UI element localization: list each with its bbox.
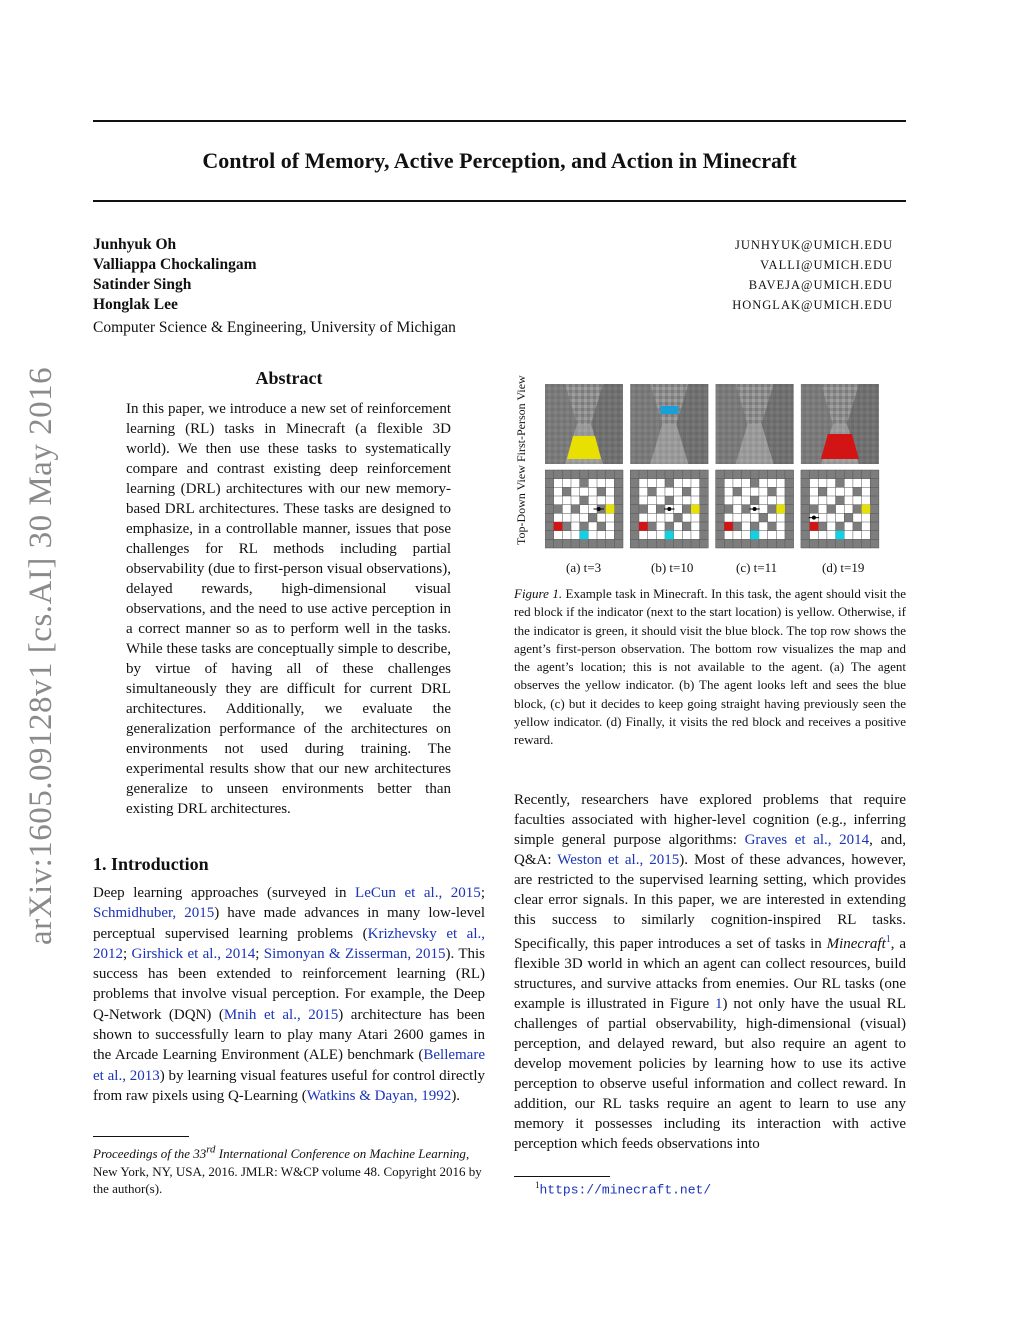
map-cell xyxy=(776,496,785,505)
author-email: JUNHYUK@UMICH.EDU xyxy=(734,238,893,252)
map-cell xyxy=(750,513,759,522)
author-name: Junhyuk Oh xyxy=(93,236,177,253)
map-blue-goal xyxy=(836,531,845,540)
map-cell xyxy=(818,479,827,488)
map-cell xyxy=(844,522,853,531)
map-cell xyxy=(827,487,836,496)
map-cell xyxy=(862,513,871,522)
map-cell xyxy=(554,487,563,496)
map-cell xyxy=(818,496,827,505)
map-cell xyxy=(606,487,615,496)
map-cell xyxy=(691,479,700,488)
minecraft-footnote: $^1$https://minecraft.net/ xyxy=(535,1180,712,1198)
map-cell xyxy=(810,479,819,488)
map-cell xyxy=(554,513,563,522)
map-cell xyxy=(674,496,683,505)
map-cell xyxy=(768,479,777,488)
map-cell xyxy=(844,479,853,488)
map-cell xyxy=(776,531,785,540)
map-cell xyxy=(742,531,751,540)
footnote-mark[interactable]: 1 xyxy=(885,934,891,945)
map-cell xyxy=(606,513,615,522)
map-indicator xyxy=(862,505,871,514)
map-cell xyxy=(827,531,836,540)
map-indicator xyxy=(776,505,785,514)
map-red-goal xyxy=(810,522,819,531)
map-cell xyxy=(810,487,819,496)
author-name: Honglak Lee xyxy=(93,296,178,313)
citation-link[interactable]: Graves et al., 2014 xyxy=(744,832,870,848)
map-cell xyxy=(580,505,589,514)
map-cell xyxy=(580,513,589,522)
map-cell xyxy=(742,522,751,531)
map-cell xyxy=(656,496,665,505)
intro-paragraph: Deep learning approaches (surveyed in LeCun et al., 2015; Schmidhuber, 2015) have made advances in many low-level perceptual supervised learning problems (Krizhevsky et al., 2012; Girshick et al., 2014; Simonyan & Zisserman, 2015). This success has been extended to reinforcement learning (RL) problems that involve visual perception. For example, the Deep Q-Network (DQN) (Mnih et al., 2015) architecture has been shown to successfully learn to play many Atari 2600 games in the Arcade Learning Environment (ALE) benchmark (Bellemare et al., 2013) by learning visual features useful for control directly from raw pixels using Q-Learning (Watkins & Dayan, 1992). xyxy=(93,885,486,1104)
abstract-text: In this paper, we introduce a new set of reinforcement learning (RL) tasks in Minecraft (a flexible 3D world). We then use these tasks to systematically compare and contrast existing deep reinforcement learning (DRL) architectures with our new memory-based DRL architectures. These tasks are designed to emphasize, in a controllable manner, issues that pose challenges for RL methods including partial observability (due to first-person visual observations), delayed rewards, high-dimensional visual observations, and the need to use active perception in a correct manner so as to perform well in the tasks. While these tasks are conceptually simple to describe, by virtue of having all of these challenges simultaneously they are difficult for current DRL architectures. Additionally, we evaluate the generalization performance of the architectures on environments not used during training. The experimental results show that our new architectures generalize to unseen environments better than existing DRL architectures. xyxy=(126,401,451,817)
map-cell xyxy=(724,487,733,496)
map-cell xyxy=(691,531,700,540)
citation-link[interactable]: Girshick et al., 2014 xyxy=(131,945,256,962)
map-cell xyxy=(682,496,691,505)
map-cell xyxy=(724,531,733,540)
map-cell xyxy=(827,496,836,505)
map-cell xyxy=(862,531,871,540)
subfigure-label: (b) t=10 xyxy=(651,560,694,575)
row-label-top-down: Top-Down View xyxy=(514,465,528,545)
map-cell xyxy=(571,522,580,531)
map-indicator xyxy=(606,505,615,514)
map-cell xyxy=(759,522,768,531)
map-cell xyxy=(562,496,571,505)
abstract-heading: Abstract xyxy=(255,368,323,388)
map-cell xyxy=(759,496,768,505)
map-cell xyxy=(606,479,615,488)
proceedings-footnote: Proceedings of the 33rd International Conference on Machine Learning, New York, NY, USA, 2016. JMLR: W&CP volume 48. Copyright 2016 by the author(s). xyxy=(93,1144,482,1197)
map-cell xyxy=(742,487,751,496)
citation-link[interactable]: LeCun et al., 2015 xyxy=(355,885,481,901)
map-cell xyxy=(810,531,819,540)
map-cell xyxy=(733,496,742,505)
map-cell xyxy=(554,531,563,540)
map-cell xyxy=(674,487,683,496)
citation-link[interactable]: Schmidhuber, 2015 xyxy=(93,905,215,922)
author-email: VALLI@UMICH.EDU xyxy=(760,258,893,272)
map-cell xyxy=(733,505,742,514)
map-cell xyxy=(588,487,597,496)
title-top-rule xyxy=(93,120,906,122)
map-cell xyxy=(562,479,571,488)
map-cell xyxy=(733,513,742,522)
intro-paragraph-continued: Recently, researchers have explored problems that require faculties associated with higher-level cognition (e.g., inferring simple general purpose algorithms: Graves et al., 2014, and, Q&A: Weston et al., 2015). Most of these advances, however, are restricted to the supervised learning setting, which provides clear error signals. In this paper, we are interested in extending this success to similarly cognition-inspired RL tasks. Specifically, this paper introduces a set of tasks in Minecraft$^1$, a flexible 3D world in which an agent can collect resources, build structures, and survive attacks from enemies. Our RL tasks (one example is illustrated in Figure 1) not only have the usual RL challenges of partial observability, high-dimensional (visual) perception, and delayed reward, but also require an agent to develop movement policies by learning how to use its active perception to observe useful information and collect reward. In addition, our RL tasks require an agent to learn to use any memory it possesses including its interaction with active perception which feeds observations into xyxy=(514,792,906,1152)
paper-title: Control of Memory, Active Perception, and Action in Minecraft xyxy=(202,148,797,173)
map-cell xyxy=(682,531,691,540)
map-cell xyxy=(571,531,580,540)
map-blue-goal xyxy=(580,531,589,540)
map-cell xyxy=(588,479,597,488)
map-cell xyxy=(597,496,606,505)
subfigure-label: (d) t=19 xyxy=(822,560,865,575)
map-cell xyxy=(691,522,700,531)
map-cell xyxy=(862,487,871,496)
map-cell xyxy=(827,522,836,531)
map-cell xyxy=(844,505,853,514)
arxiv-stamp: arXiv:1605.09128v1 [cs.AI] 30 May 2016 xyxy=(23,366,59,945)
map-cell xyxy=(588,496,597,505)
map-cell xyxy=(768,513,777,522)
citation-link[interactable]: Simonyan & Zisserman, 2015 xyxy=(263,945,446,962)
citation-link[interactable]: Weston et al., 2015 xyxy=(557,852,680,868)
map-cell xyxy=(554,496,563,505)
map-cell xyxy=(648,496,657,505)
map-cell xyxy=(836,513,845,522)
map-cell xyxy=(674,531,683,540)
map-cell xyxy=(656,513,665,522)
map-cell xyxy=(580,487,589,496)
map-cell xyxy=(606,496,615,505)
map-cell xyxy=(691,496,700,505)
map-cell xyxy=(810,496,819,505)
footnote-rule xyxy=(93,1136,189,1137)
map-cell xyxy=(759,531,768,540)
map-cell xyxy=(776,487,785,496)
map-blue-goal xyxy=(750,531,759,540)
map-cell xyxy=(682,479,691,488)
map-cell xyxy=(724,496,733,505)
map-cell xyxy=(776,513,785,522)
map-cell xyxy=(750,487,759,496)
map-cell xyxy=(844,531,853,540)
map-cell xyxy=(597,479,606,488)
map-cell xyxy=(844,487,853,496)
author-email: HONGLAK@UMICH.EDU xyxy=(732,298,893,312)
map-cell xyxy=(571,487,580,496)
map-blue-goal xyxy=(665,531,674,540)
map-cell xyxy=(768,496,777,505)
footnote-rule xyxy=(514,1176,610,1177)
map-cell xyxy=(691,487,700,496)
map-cell xyxy=(597,513,606,522)
figure-caption: Figure 1. Example task in Minecraft. In this task, the agent should visit the red block if the indicator (next to the start location) is yellow. Otherwise, if the indicator is green, it should visit the blue block. The top row shows the agent’s first-person observation. The bottom row visualizes the map and the agent’s location; this is not available to the agent. (a) The agent observes the yellow indicator. (b) The agent looks left and sees the blue block, (c) but it decides to keep going straight having previously seen the yellow indicator. (d) Finally, it visits the red block and receives a positive reward. xyxy=(514,586,907,748)
map-cell xyxy=(862,496,871,505)
map-cell xyxy=(827,479,836,488)
map-cell xyxy=(597,531,606,540)
map-cell xyxy=(853,531,862,540)
map-cell xyxy=(554,479,563,488)
citation-link[interactable]: Krizhevsky et al., 2012 xyxy=(93,925,485,962)
map-cell xyxy=(853,513,862,522)
map-cell xyxy=(768,531,777,540)
map-cell xyxy=(571,513,580,522)
title-bottom-rule xyxy=(93,200,906,202)
map-cell xyxy=(639,487,648,496)
map-cell xyxy=(759,479,768,488)
map-cell xyxy=(606,531,615,540)
map-cell xyxy=(818,505,827,514)
map-cell xyxy=(648,479,657,488)
map-cell xyxy=(639,531,648,540)
citation-link[interactable]: Watkins & Dayan, 1992 xyxy=(306,1087,452,1104)
map-cell xyxy=(665,487,674,496)
map-red-goal xyxy=(724,522,733,531)
blue-block xyxy=(660,406,678,414)
author-name: Satinder Singh xyxy=(93,276,192,293)
map-cell xyxy=(862,522,871,531)
map-cell xyxy=(562,531,571,540)
author-name: Valliappa Chockalingam xyxy=(93,256,257,273)
minecraft-url-link[interactable]: https://minecraft.net/ xyxy=(539,1182,712,1198)
map-cell xyxy=(639,496,648,505)
map-cell xyxy=(724,513,733,522)
map-cell xyxy=(776,522,785,531)
map-cell xyxy=(562,505,571,514)
map-cell xyxy=(656,479,665,488)
map-cell xyxy=(656,522,665,531)
map-cell xyxy=(776,479,785,488)
map-cell xyxy=(571,496,580,505)
map-cell xyxy=(682,513,691,522)
map-red-goal xyxy=(639,522,648,531)
row-label-first-person: First-Person View xyxy=(514,375,528,462)
citation-link[interactable]: Bellemare et al., 2013 xyxy=(93,1047,485,1084)
map-cell xyxy=(844,496,853,505)
map-cell xyxy=(818,531,827,540)
map-cell xyxy=(674,479,683,488)
map-cell xyxy=(656,531,665,540)
map-cell xyxy=(836,505,845,514)
map-cell xyxy=(648,513,657,522)
author-email: BAVEJA@UMICH.EDU xyxy=(748,278,893,292)
map-cell xyxy=(742,479,751,488)
map-cell xyxy=(648,505,657,514)
subfigure-label: (c) t=11 xyxy=(736,560,778,575)
map-cell xyxy=(588,522,597,531)
map-cell xyxy=(853,479,862,488)
map-cell xyxy=(674,522,683,531)
map-cell xyxy=(665,513,674,522)
section-heading: 1. Introduction xyxy=(93,854,209,874)
map-cell xyxy=(648,531,657,540)
map-cell xyxy=(759,487,768,496)
figure-ref-link[interactable]: 1 xyxy=(714,996,723,1012)
map-indicator xyxy=(691,505,700,514)
figure-1-panels xyxy=(545,384,895,554)
map-cell xyxy=(742,513,751,522)
map-cell xyxy=(742,496,751,505)
map-cell xyxy=(562,513,571,522)
subfigure-label: (a) t=3 xyxy=(566,560,602,575)
map-cell xyxy=(759,505,768,514)
map-cell xyxy=(733,479,742,488)
map-cell xyxy=(571,479,580,488)
map-cell xyxy=(733,531,742,540)
map-cell xyxy=(639,479,648,488)
map-red-goal xyxy=(554,522,563,531)
map-cell xyxy=(639,513,648,522)
map-cell xyxy=(691,513,700,522)
map-cell xyxy=(853,496,862,505)
map-cell xyxy=(588,531,597,540)
map-cell xyxy=(606,522,615,531)
map-cell xyxy=(674,505,683,514)
affiliation: Computer Science & Engineering, University of Michigan xyxy=(93,319,456,336)
map-cell xyxy=(862,479,871,488)
map-cell xyxy=(827,513,836,522)
map-cell xyxy=(818,513,827,522)
map-cell xyxy=(836,487,845,496)
map-cell xyxy=(724,479,733,488)
citation-link[interactable]: Mnih et al., 2015 xyxy=(223,1006,339,1023)
map-cell xyxy=(656,487,665,496)
